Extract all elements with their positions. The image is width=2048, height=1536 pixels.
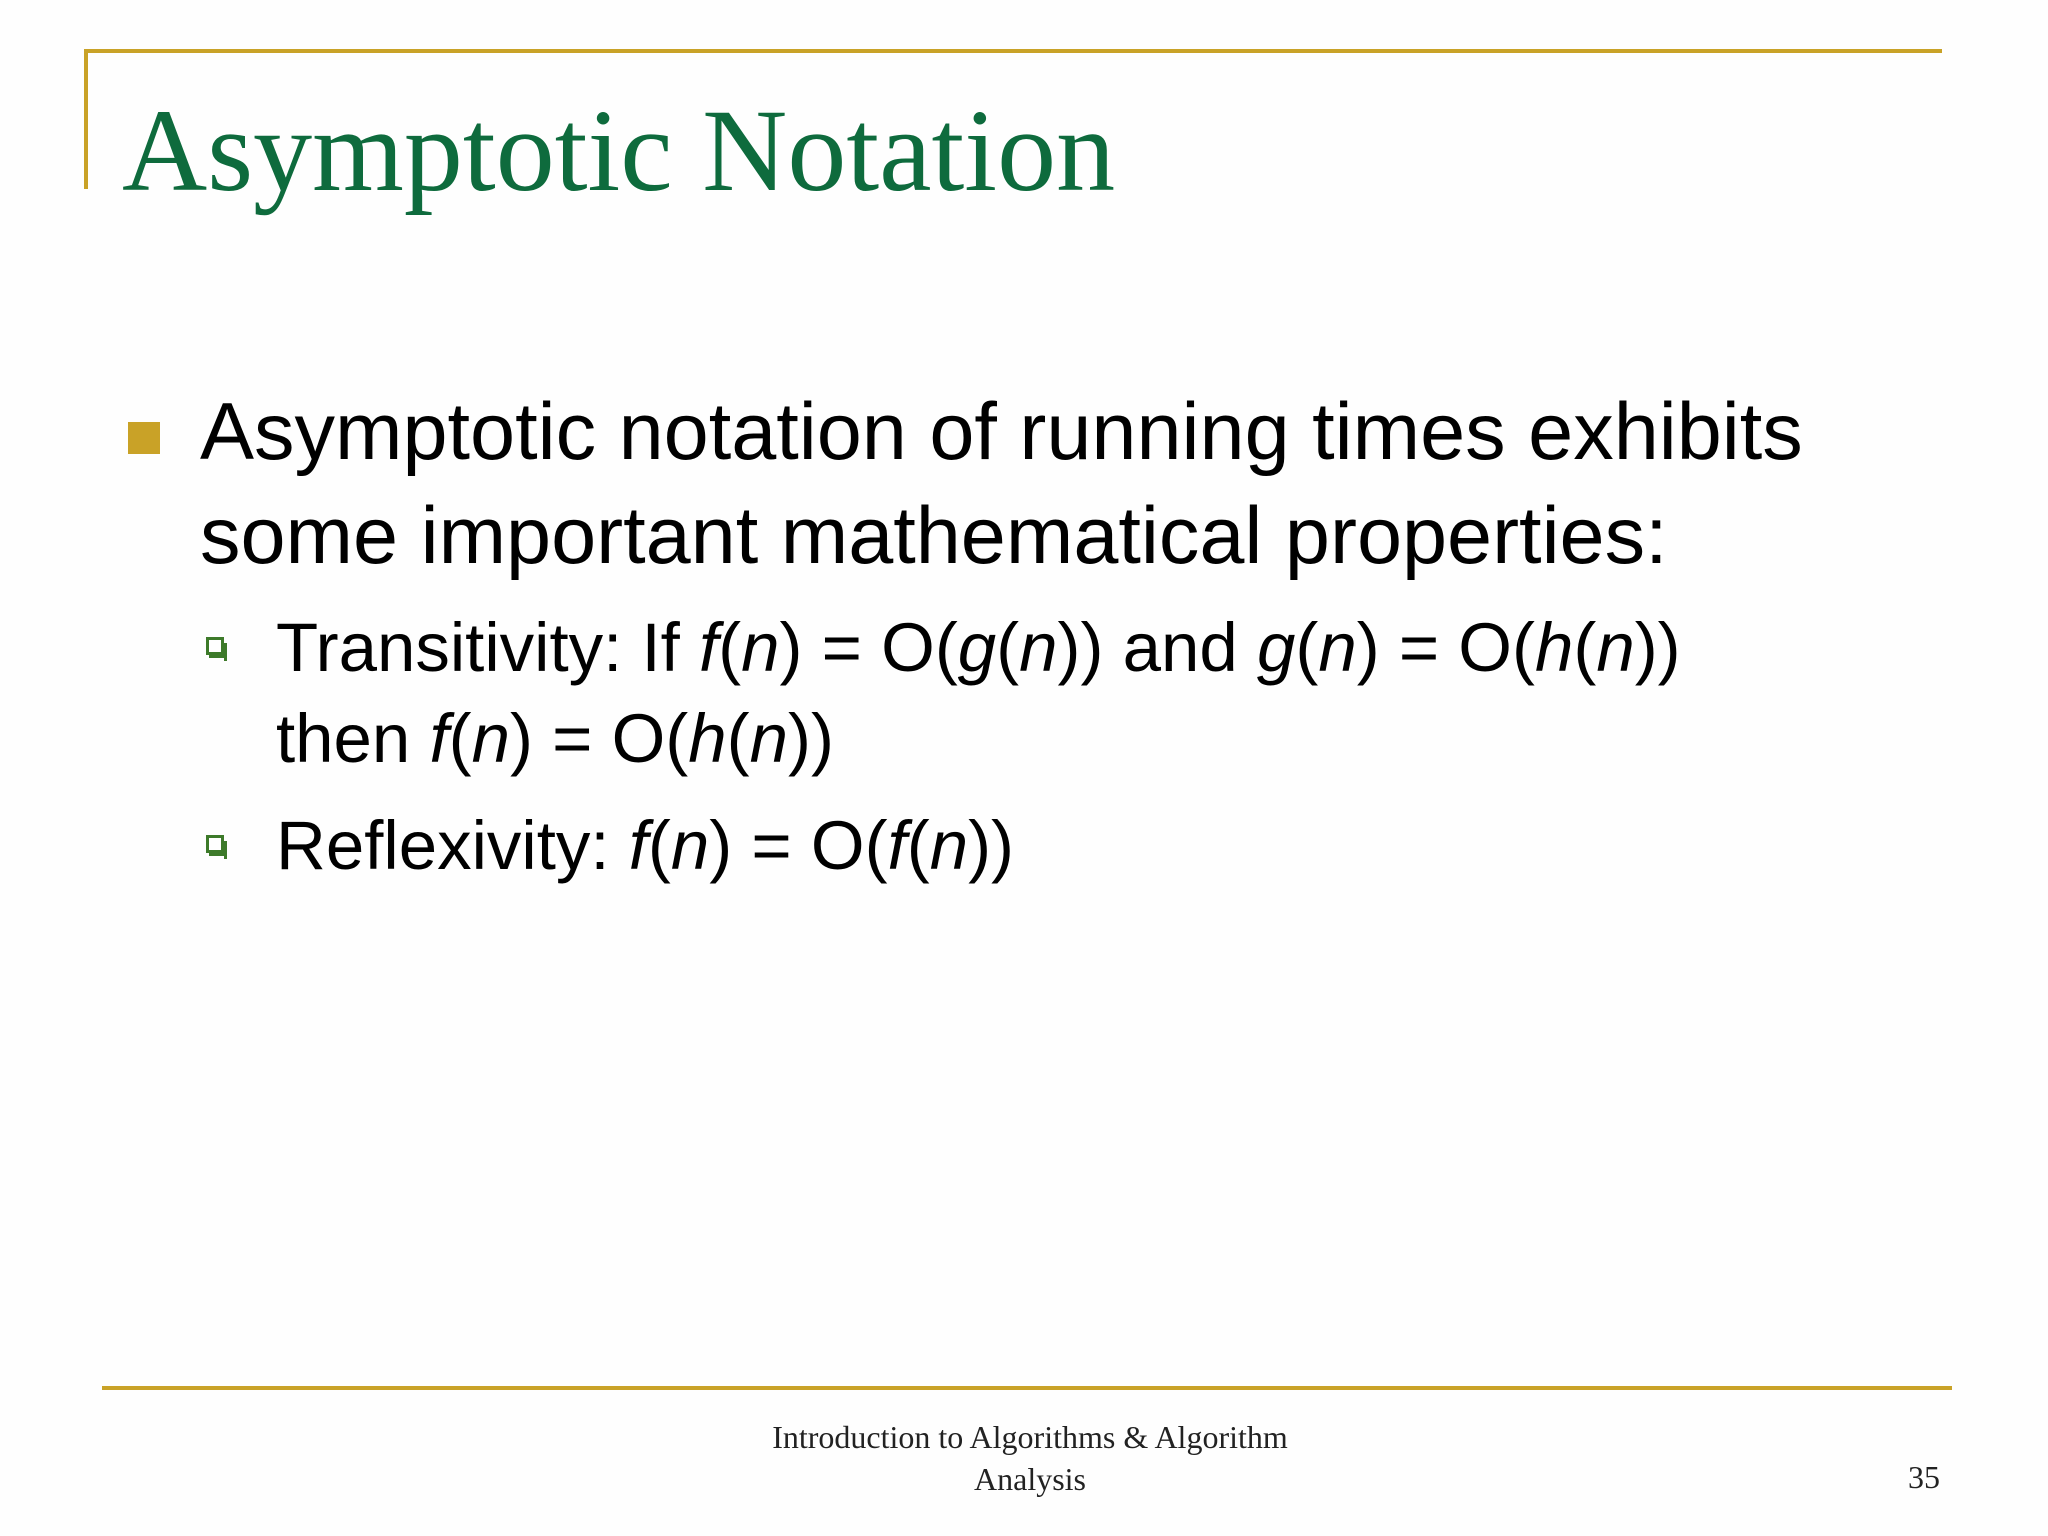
footer-line-2: Analysis — [974, 1461, 1086, 1497]
reflexivity-line: Reflexivity: f(n) = O(f(n)) — [276, 807, 1015, 884]
footer-line-1: Introduction to Algorithms & Algorithm — [772, 1419, 1288, 1455]
left-rule — [84, 49, 88, 189]
transitivity-line-2: then f(n) = O(h(n)) — [276, 700, 834, 777]
top-rule — [84, 49, 1942, 53]
main-bullet-text — [200, 380, 1920, 588]
hollow-square-bullet-icon — [206, 637, 224, 655]
slide-title: Asymptotic Notation — [122, 85, 1116, 216]
sub-bullet-transitivity — [276, 602, 1926, 784]
hollow-square-bullet-icon — [206, 835, 224, 853]
slide-footer — [630, 1416, 1430, 1500]
main-bullet-line-1: Asymptotic notation of running times exhibits — [200, 387, 1803, 477]
page-number: 35 — [1908, 1459, 1940, 1495]
sub-bullet-reflexivity — [276, 800, 1926, 891]
main-bullet-line-2: some important mathematical properties: — [200, 491, 1668, 581]
filled-square-bullet-icon — [128, 422, 160, 454]
transitivity-line-1: Transitivity: If f(n) = O(g(n)) and g(n) = O(h(n)) — [276, 609, 1681, 686]
bottom-rule — [102, 1386, 1952, 1390]
